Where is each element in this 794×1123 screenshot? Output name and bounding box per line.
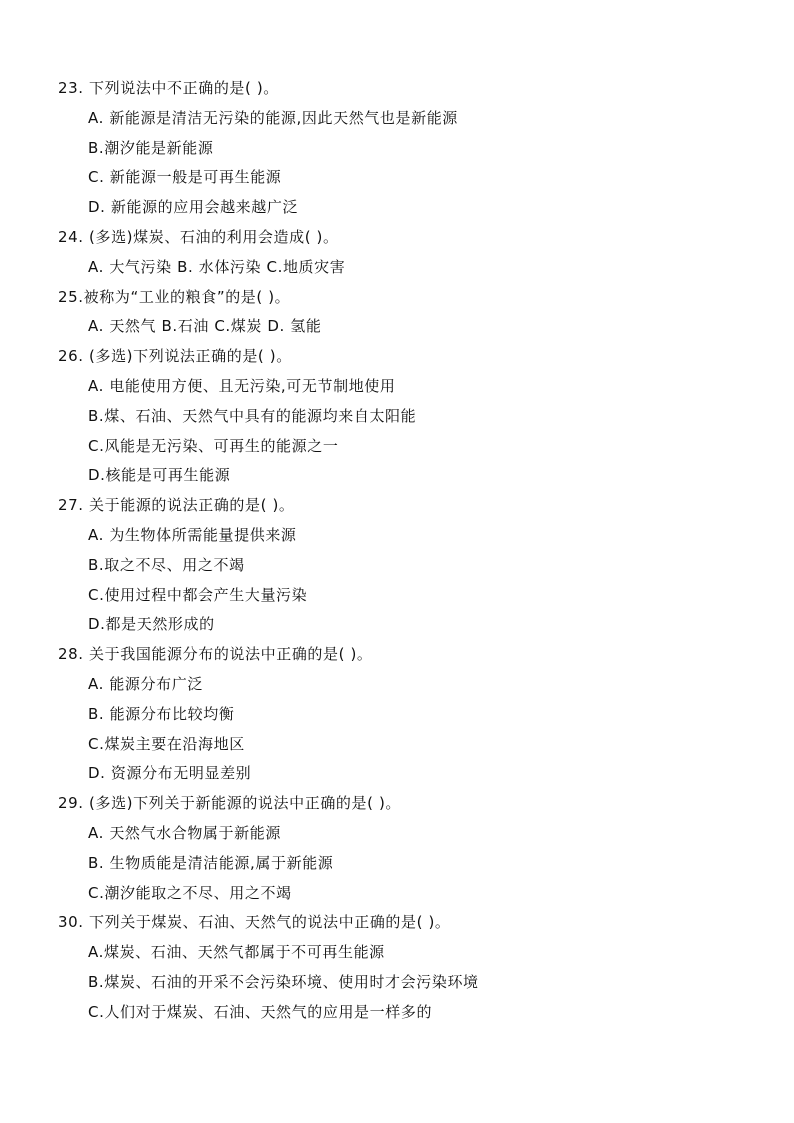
option-27-c: C.使用过程中都会产生大量污染	[88, 585, 308, 604]
option-23-d: D. 新能源的应用会越来越广泛	[88, 198, 299, 217]
option-24-abc: A. 大气污染 B. 水体污染 C.地质灾害	[88, 257, 346, 276]
option-26-c: C.风能是无污染、可再生的能源之一	[88, 436, 339, 455]
option-28-a: A. 能源分布广泛	[88, 674, 203, 693]
option-29-c: C.潮汐能取之不尽、用之不竭	[88, 883, 292, 902]
option-30-b: B.煤炭、石油的开采不会污染环境、使用时才会污染环境	[88, 972, 479, 991]
question-list	[58, 74, 758, 1028]
question-stem-30: 30. 下列关于煤炭、石油、天然气的说法中正确的是( )。	[58, 913, 451, 932]
option-26-b: B.煤、石油、天然气中具有的能源均来自太阳能	[88, 406, 417, 425]
option-27-a: A. 为生物体所需能量提供来源	[88, 525, 297, 544]
option-30-a: A.煤炭、石油、天然气都属于不可再生能源	[88, 943, 385, 962]
option-23-c: C. 新能源一般是可再生能源	[88, 168, 282, 187]
question-stem-27: 27. 关于能源的说法正确的是( )。	[58, 496, 295, 515]
option-23-b: B.潮汐能是新能源	[88, 138, 214, 157]
option-28-d: D. 资源分布无明显差别	[88, 764, 252, 783]
option-29-a: A. 天然气水合物属于新能源	[88, 823, 281, 842]
option-27-b: B.取之不尽、用之不竭	[88, 555, 245, 574]
question-stem-26: 26. (多选)下列说法正确的是( )。	[58, 347, 292, 366]
option-30-c: C.人们对于煤炭、石油、天然气的应用是一样多的	[88, 1002, 433, 1021]
question-stem-28: 28. 关于我国能源分布的说法中正确的是( )。	[58, 645, 373, 664]
question-stem-25: 25.被称为“工业的粮食”的是( )。	[58, 287, 291, 306]
option-28-c: C.煤炭主要在沿海地区	[88, 734, 245, 753]
option-27-d: D.都是天然形成的	[88, 615, 215, 634]
option-28-b: B. 能源分布比较均衡	[88, 704, 235, 723]
option-25-abcd: A. 天然气 B.石油 C.煤炭 D. 氢能	[88, 317, 322, 336]
question-stem-24: 24. (多选)煤炭、石油的利用会造成( )。	[58, 227, 339, 246]
option-29-b: B. 生物质能是清洁能源,属于新能源	[88, 853, 334, 872]
question-stem-23: 23. 下列说法中不正确的是( )。	[58, 79, 279, 97]
option-26-d: D.核能是可再生能源	[88, 466, 231, 485]
question-stem-29: 29. (多选)下列关于新能源的说法中正确的是( )。	[58, 794, 402, 813]
option-26-a: A. 电能使用方便、且无污染,可无节制地使用	[88, 376, 396, 395]
option-23-a: A. 新能源是清洁无污染的能源,因此天然气也是新能源	[88, 108, 458, 127]
